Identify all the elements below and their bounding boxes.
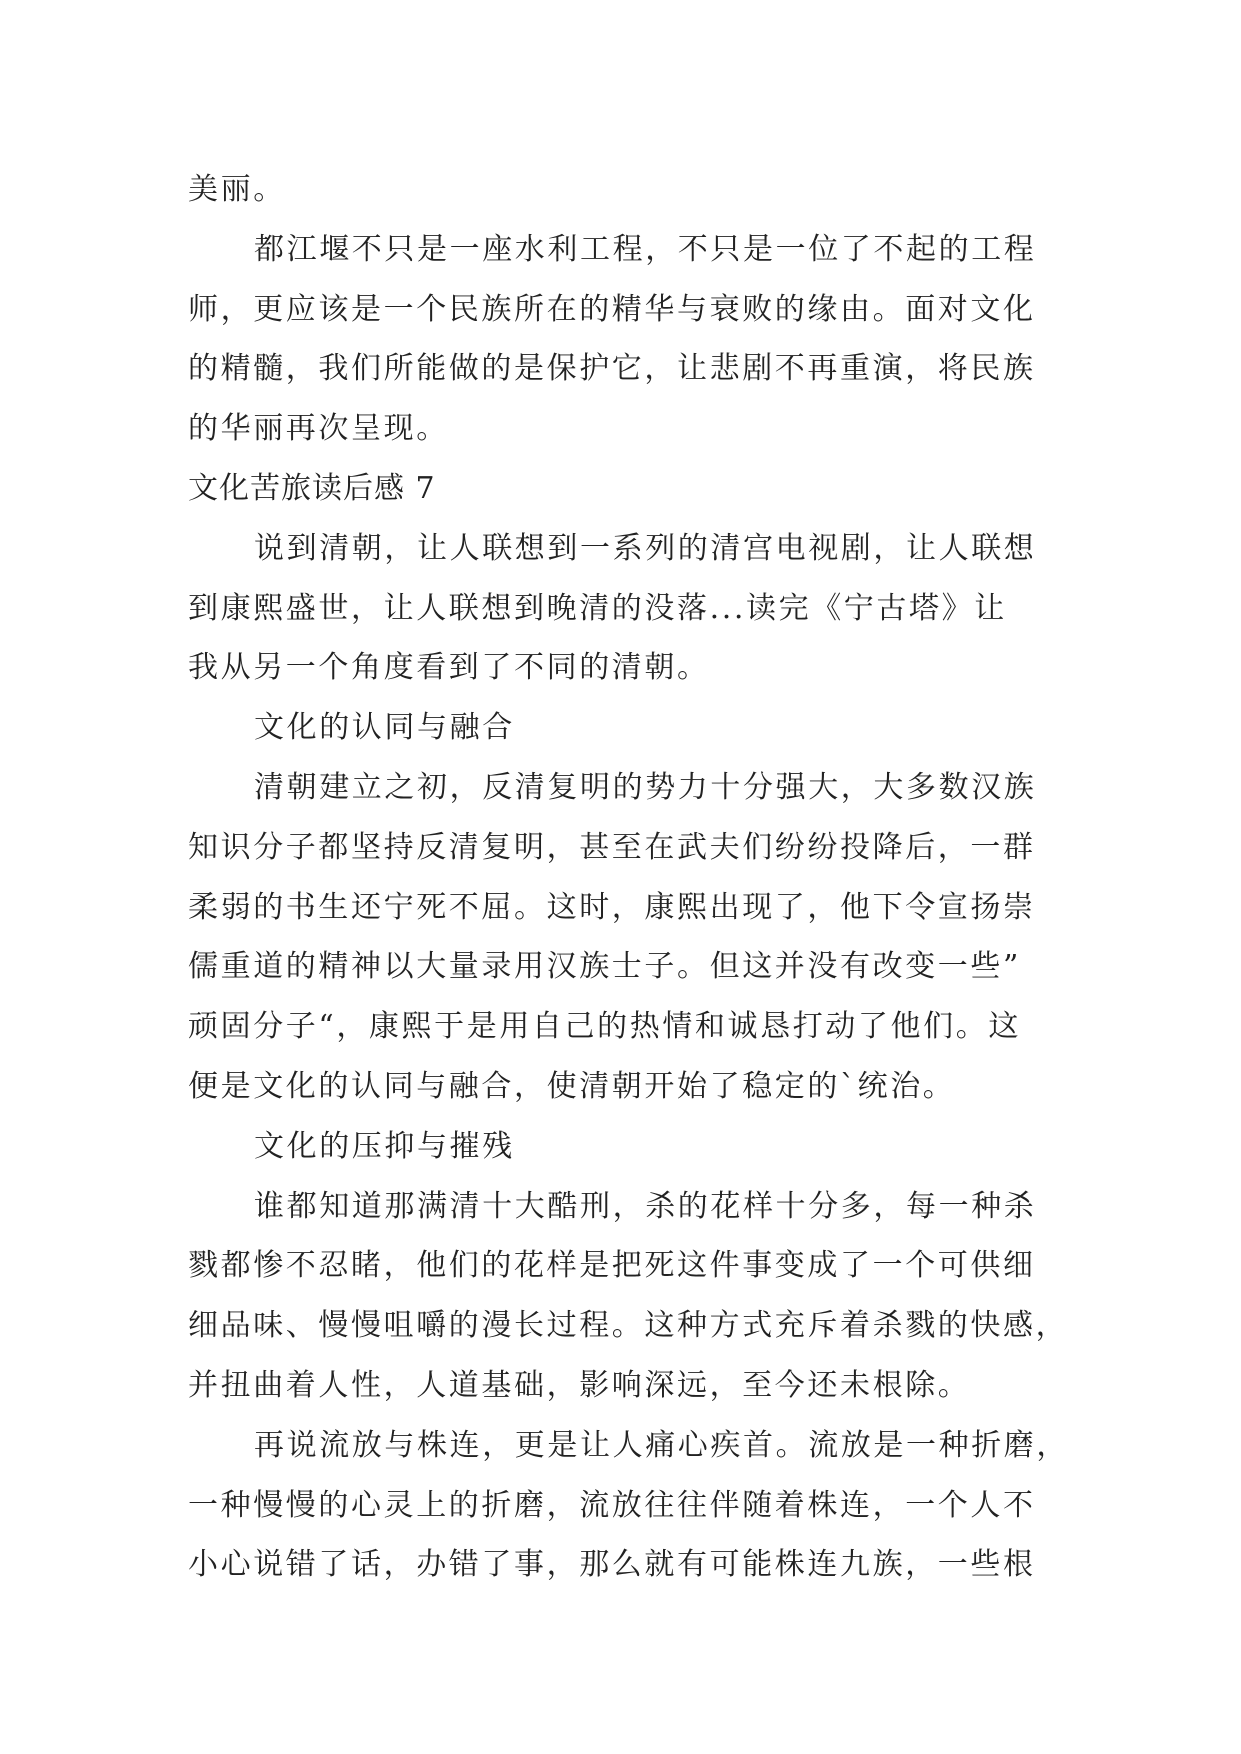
text-line: 文化的压抑与摧残 [254,1128,515,1164]
text-line: 说到清朝，让人联想到一系列的清宫电视剧，让人联想 [254,530,1037,566]
text-line: 一种慢慢的心灵上的折磨，流放往往伴随着株连，一个人不 [188,1487,1036,1523]
text-line: 都江堰不只是一座水利工程，不只是一位了不起的工程 [254,231,1037,267]
text-line: 小心说错了话，办错了事，那么就有可能株连九族，一些根 [188,1547,1036,1583]
text-line: 文化的认同与融合 [254,710,515,746]
text-line: 再说流放与株连，更是让人痛心疾首。流放是一种折磨， [254,1427,1069,1463]
text-line: 知识分子都坚持反清复明，甚至在武夫们纷纷投降后，一群 [188,829,1036,865]
text-line: 柔弱的书生还宁死不屈。这时，康熙出现了，他下令宣扬崇 [188,889,1036,925]
text-line: 到康熙盛世，让人联想到晚清的没落...读完《宁古塔》让 [188,590,1007,626]
document-body [188,160,1069,1595]
text-line: 谁都知道那满清十大酷刑，杀的花样十分多，每一种杀 [254,1188,1037,1224]
text-line: 师，更应该是一个民族所在的精华与衰败的缘由。面对文化 [188,291,1036,327]
text-line: 细品味、慢慢咀嚼的漫长过程。这种方式充斥着杀戮的快感， [188,1308,1069,1344]
text-line: 儒重道的精神以大量录用汉族士子。但这并没有改变一些” [188,949,1021,985]
text-line: 的精髓，我们所能做的是保护它，让悲剧不再重演，将民族 [188,351,1036,387]
text-line: 清朝建立之初，反清复明的势力十分强大，大多数汉族 [254,769,1037,805]
text-line: 美丽。 [188,172,286,207]
text-line: 并扭曲着人性，人道基础，影响深远，至今还未根除。 [188,1367,971,1403]
text-line: 顽固分子“，康熙于是用自己的热情和诚恳打动了他们。这 [188,1009,1021,1045]
text-line: 的华丽再次呈现。 [188,411,449,447]
section-heading: 文化苦旅读后感 7 [188,470,436,506]
text-line: 我从另一个角度看到了不同的清朝。 [188,650,710,686]
text-line: 便是文化的认同与融合，使清朝开始了稳定的`统治。 [188,1068,956,1104]
text-line: 戮都惨不忍睹，他们的花样是把死这件事变成了一个可供细 [188,1248,1036,1284]
